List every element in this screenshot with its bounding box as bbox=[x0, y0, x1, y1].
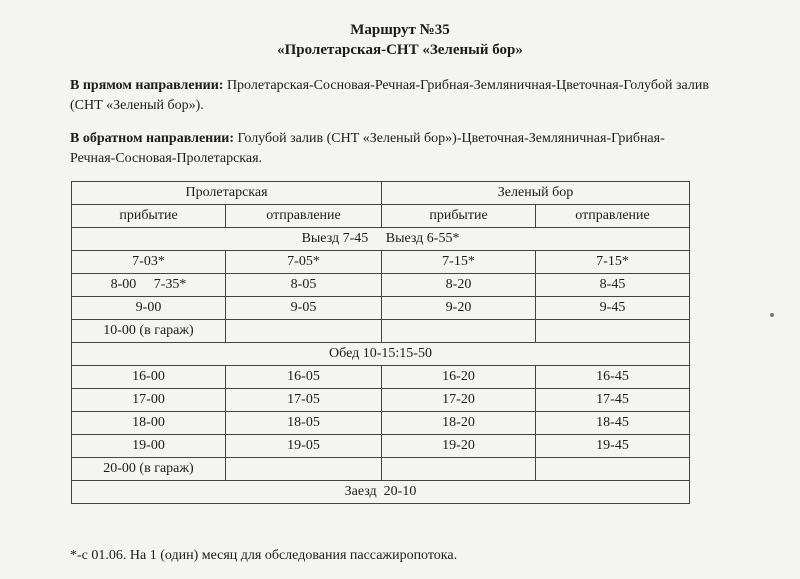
table-cell: 16-45 bbox=[536, 366, 690, 389]
table-row bbox=[72, 435, 690, 458]
table-cell: 7-15* bbox=[382, 251, 536, 274]
lunch-cell: Обед 10-15:15-50 bbox=[72, 343, 690, 366]
table-cell: 18-45 bbox=[536, 412, 690, 435]
table-cell: 9-05 bbox=[226, 297, 382, 320]
departure-row bbox=[72, 228, 690, 251]
table-cell: 17-20 bbox=[382, 389, 536, 412]
stop-zeleny-bor: Зеленый бор bbox=[382, 182, 690, 205]
route-number-title: Маршрут №35 bbox=[350, 22, 450, 38]
table-cell: 9-20 bbox=[382, 297, 536, 320]
table-cell bbox=[226, 458, 382, 481]
table-cell: 17-45 bbox=[536, 389, 690, 412]
table-cell: 16-20 bbox=[382, 366, 536, 389]
lunch-row bbox=[72, 343, 690, 366]
stop-header-row bbox=[72, 182, 690, 205]
table-row bbox=[72, 412, 690, 435]
forward-direction-paragraph bbox=[70, 76, 710, 116]
return-direction-label: В обратном направлении: bbox=[70, 131, 235, 146]
table-row bbox=[72, 251, 690, 274]
forward-direction-label: В прямом направлении: bbox=[70, 78, 224, 93]
return-direction-text: Голубой залив (СНТ «Зеленый бор»)-Цветочная-Земляничная-Грибная-Речная-Сосновая-Пролетарская. bbox=[70, 131, 665, 166]
table-cell: 8-20 bbox=[382, 274, 536, 297]
arrival-row bbox=[72, 481, 690, 504]
footnote: *-с 01.06. На 1 (один) месяц для обследования пассажиропотока. bbox=[70, 548, 458, 563]
table-cell: 16-00 bbox=[72, 366, 226, 389]
table-cell: 9-00 bbox=[72, 297, 226, 320]
table-row bbox=[72, 366, 690, 389]
forward-direction-text: Пролетарская-Сосновая-Речная-Грибная-Земляничная-Цветочная-Голубой залив (СНТ «Зеленый бор»). bbox=[70, 78, 709, 113]
return-direction-paragraph bbox=[70, 129, 710, 169]
table-cell: 9-45 bbox=[536, 297, 690, 320]
table-cell: 19-00 bbox=[72, 435, 226, 458]
table-cell: 19-20 bbox=[382, 435, 536, 458]
table-cell: 17-05 bbox=[226, 389, 382, 412]
table-cell: 19-05 bbox=[226, 435, 382, 458]
table-cell: 17-00 bbox=[72, 389, 226, 412]
table-cell: 8-05 bbox=[226, 274, 382, 297]
table-row bbox=[72, 389, 690, 412]
table-cell: 16-05 bbox=[226, 366, 382, 389]
arrival-cell: Заезд 20-10 bbox=[72, 481, 690, 504]
table-row bbox=[72, 297, 690, 320]
col-header: отправление bbox=[536, 205, 690, 228]
col-header: прибытие bbox=[382, 205, 536, 228]
table-row bbox=[72, 274, 690, 297]
table-cell: 19-45 bbox=[536, 435, 690, 458]
col-header: отправление bbox=[226, 205, 382, 228]
schedule-table bbox=[71, 181, 690, 504]
table-cell bbox=[536, 458, 690, 481]
table-cell bbox=[382, 320, 536, 343]
table-cell: 10-00 (в гараж) bbox=[72, 320, 226, 343]
table-cell: 7-03* bbox=[72, 251, 226, 274]
column-header-row bbox=[72, 205, 690, 228]
table-cell: 8-00 7-35* bbox=[72, 274, 226, 297]
table-cell: 7-05* bbox=[226, 251, 382, 274]
table-cell: 18-00 bbox=[72, 412, 226, 435]
stop-proletarskaya: Пролетарская bbox=[72, 182, 382, 205]
table-cell bbox=[382, 458, 536, 481]
table-cell: 7-15* bbox=[536, 251, 690, 274]
table-cell: 18-20 bbox=[382, 412, 536, 435]
table-cell bbox=[536, 320, 690, 343]
table-cell: 18-05 bbox=[226, 412, 382, 435]
table-cell: 8-45 bbox=[536, 274, 690, 297]
scan-speck bbox=[770, 313, 774, 317]
table-row bbox=[72, 320, 690, 343]
departure-cell: Выезд 7-45 Выезд 6-55* bbox=[72, 228, 690, 251]
table-cell bbox=[226, 320, 382, 343]
table-row bbox=[72, 458, 690, 481]
route-name-title: «Пролетарская-СНТ «Зеленый бор» bbox=[277, 42, 523, 58]
col-header: прибытие bbox=[72, 205, 226, 228]
table-cell: 20-00 (в гараж) bbox=[72, 458, 226, 481]
